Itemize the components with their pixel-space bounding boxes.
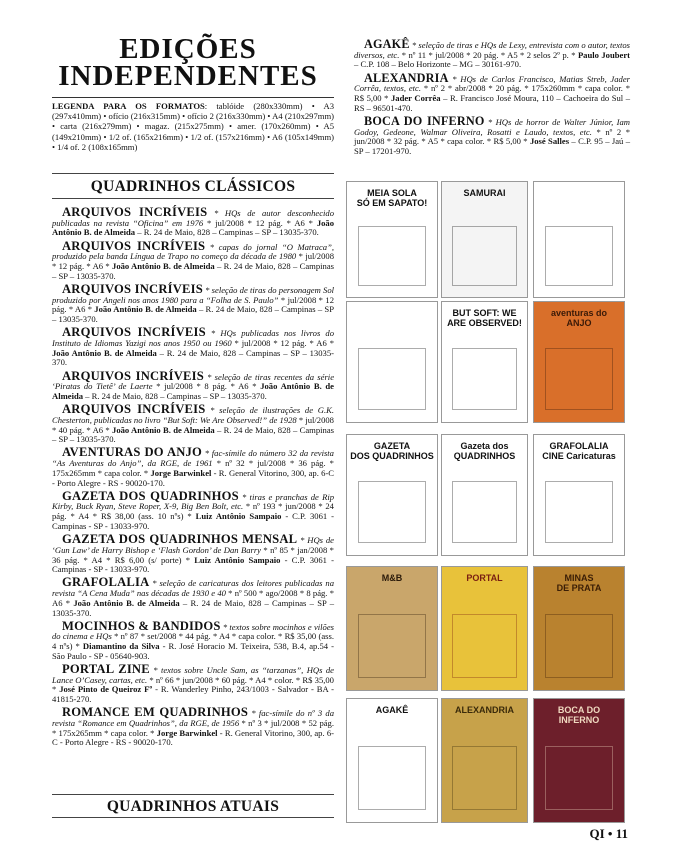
page-number: QI • 11	[589, 826, 628, 841]
entry-address: - R. General Vitorino, 300, ap. 6-C - Porto Alegre - RS - 90020-170.	[52, 467, 334, 488]
entry-contact: Jorge Barwinkel	[156, 727, 218, 738]
cover-illustration	[358, 746, 426, 810]
entry-address: – R. 24 de Maio, 828 – Campinas – SP – 13035-370.	[135, 227, 319, 238]
entry-title: MOCINHOS & BANDIDOS	[62, 618, 221, 633]
entry-title: AGAKÊ	[364, 37, 410, 51]
entry-address: - C.P. 3061 - Campinas - SP - 13033-970.	[52, 511, 334, 531]
cover-illustration	[452, 481, 517, 543]
entry-description: * fac-símile do nº 3 da revista “Romance em Quadrinhos”, da RGE, de 1956	[52, 708, 334, 729]
entry-title: ARQUIVOS INCRÍVEIS	[62, 205, 208, 219]
cover-title: AGAKÊ	[375, 705, 409, 715]
entry-contact: Jader Corrêa	[390, 93, 441, 104]
entry-title: ARQUIVOS INCRÍVEIS	[62, 281, 203, 296]
entry-description: * seleção de tiras e HQs de Lexy, entrevista com o autor, textos diversos, etc.	[354, 40, 630, 60]
listing-entry	[354, 113, 630, 157]
entry-contact: João Antônio B. de Almeida	[52, 217, 334, 238]
divider	[52, 173, 334, 174]
entry-description: * HQs de ‘Gun Law’ de Harry Bishop e ‘Flash Gordon’ de Dan Barry	[52, 535, 334, 555]
divider	[52, 817, 334, 818]
cover-illustration	[452, 348, 517, 410]
entry-details: * nº 11 * jul/2008 * 20 pág. * A5 * 2 selos 2º p. *	[399, 49, 578, 60]
title-line-2: INDEPENDENTES	[58, 60, 318, 92]
entry-contact: Luiz Antônio Sampaio	[194, 554, 281, 565]
cover-illustration	[545, 348, 613, 410]
cover-illustration	[545, 746, 613, 810]
entry-details: * jul/2008 * 12 pág. * A6 *	[52, 294, 334, 315]
entry-description: * seleção de ilustrações de G.K. Chesterton, publicadas no livro “But Soft: We Are Observed!” de 1928	[52, 405, 334, 425]
cover-title: PORTAL	[466, 573, 503, 583]
legend-label: LEGENDA PARA OS FORMATOS	[52, 101, 205, 111]
entry-description: * seleção de tiras recentes da série ‘Piratas do Tietê’ de Laerte	[52, 371, 335, 392]
entry-title: GRAFOLALIA	[62, 575, 150, 590]
entry-details: * nº 3 * jul/2008 * 52 pág. * 175x265mm * capa color. *	[52, 718, 334, 738]
entry-description: * textos sobre mocinhos e vilões do cinema e HQs	[52, 621, 334, 642]
legend-text: : tablóide (280x330mm) • A3 (297x410mm) • ofício (216x315mm) • ofício 2 (216x330mm) • A4 (210x297mm) • carta (216x279mm) • magaz. (215x275mm) • amer. (170x260mm) • A5 (149x210mm) • 1/2 of. (165x216mm) • 1/2 of. (157x216mm) • A6 (105x149mm) • 1/4 of. 2 (108x165mm)	[52, 101, 334, 152]
cover-illustration	[452, 226, 517, 286]
cover-illustration	[545, 481, 613, 543]
cover-illustration	[545, 226, 613, 286]
cover-title: M&B	[381, 573, 403, 583]
entry-address: – R. 24 de Maio, 828 – Campinas – SP – 13035-370.	[52, 424, 334, 445]
entry-details: * nº 87 * set/2008 * 44 pág. * A4 * capa color. * R$ 35,00 (ass. 4 nºs) *	[52, 631, 334, 652]
listing-entry	[52, 368, 335, 402]
cover-title: aventuras do ANJO	[550, 308, 608, 328]
cover-title: Gazeta dos QUADRINHOS	[453, 441, 516, 461]
entry-title: ARQUIVOS INCRÍVEIS	[62, 402, 206, 417]
entry-title: GAZETA DOS QUADRINHOS	[62, 488, 239, 503]
entry-contact: João Antônio B. de Almeida	[73, 597, 180, 608]
entry-address: – R. 24 de Maio, 828 – Campinas – SP – 13035-370.	[52, 261, 334, 281]
cover-image	[533, 434, 625, 556]
entry-details: * nº 193 * jun/2008 * 24 pág. * A4 * R$ 38,00 (ass. 10 nºs) *	[52, 501, 334, 522]
entry-details: * jul/2008 * 12 pág. * A6 *	[52, 251, 334, 272]
cover-image	[441, 566, 528, 691]
cover-illustration	[452, 746, 517, 810]
entry-title: AVENTURAS DO ANJO	[62, 445, 203, 460]
cover-title: ALEXANDRIA	[454, 705, 514, 715]
cover-illustration	[358, 348, 426, 410]
cover-title: MINAS DE PRATA	[556, 573, 602, 593]
entry-description: * seleção de tiras do personagem Sol produzido por Angeli nos anos 1980 para a “Folha de S. Paulo”	[52, 284, 335, 305]
entry-details: * jul/2008 * 12 pág. * A6 *	[203, 217, 317, 228]
entry-address: – R. 24 de Maio, 828 – Campinas – SP – 13035-370.	[52, 347, 334, 368]
entry-address: - R. José Horacio M. Teixeira, 538, B.4, ap.54 - São Paulo - SP - 05640-903.	[52, 641, 334, 661]
entry-title: ARQUIVOS INCRÍVEIS	[62, 238, 206, 253]
section-heading-current: QUADRINHOS ATUAIS	[106, 798, 280, 815]
entry-contact: José Pinto de Queiroz Fº	[59, 684, 153, 695]
cover-image	[346, 301, 438, 423]
listing-entry	[354, 37, 630, 70]
entry-address: – R. 24 de Maio, 828 – Campinas – SP – 13035-370.	[52, 304, 334, 325]
divider	[52, 198, 334, 199]
entry-address: – C.P. 108 – Belo Horizonte – MG – 30161-970.	[354, 59, 522, 70]
entry-contact: José Salles	[529, 136, 570, 147]
cover-title: BOCA DO INFERNO	[557, 705, 601, 725]
cover-title: GRAFOLALIA CINE Caricaturas	[542, 441, 616, 461]
entry-contact: João Antônio B. de Almeida	[112, 424, 215, 435]
entry-title: ARQUIVOS INCRÍVEIS	[62, 325, 206, 340]
cover-image	[533, 181, 625, 298]
entry-details: * nº 32 * jul/2008 * 36 pág. * 175x265mm * capa color. *	[52, 458, 334, 478]
entry-details: * jul/2008 * 8 pág. * A6 *	[152, 381, 261, 392]
entry-details: * jul/2008 * 12 pág. * A6 *	[231, 337, 334, 348]
cover-image	[441, 301, 528, 423]
entry-description: * HQs de horror de Walter Júnior, Iam Godoy, Gedeone, Walmar Oliveira, Rosatti e Laudo, textos, etc.	[354, 116, 630, 137]
listing-entry	[52, 662, 334, 705]
format-legend	[52, 97, 334, 152]
cover-image	[533, 566, 625, 691]
listing-entry	[354, 70, 630, 114]
entry-contact: Luiz Antônio Sampaio	[195, 511, 282, 522]
entry-description: * capas do jornal “O Matraca”, produzido pela banda Língua de Trapo no começo da década de 1980	[52, 241, 334, 262]
cover-image	[441, 434, 528, 556]
cover-image	[346, 566, 438, 691]
entry-contact: João Antônio B. de Almeida	[112, 261, 215, 272]
entry-description: * tiras e pranchas de Rip Kirby, Buck Ryan, Steve Roper, X-9, Big Ben Bolt, etc.	[52, 491, 335, 512]
entry-address: – R. 24 de Maio, 828 – Campinas – SP – 13035-370.	[83, 390, 267, 401]
cover-image	[533, 698, 625, 823]
cover-image	[441, 698, 528, 823]
entry-address: - R. Wanderley Pinho, 243/1003 - Salvador - BA - 41815-270.	[52, 684, 334, 705]
listing-entry	[52, 205, 335, 238]
entry-details: * jul/2008 * 40 pág. * A6 *	[52, 414, 334, 435]
cover-title: SAMURAI	[463, 188, 506, 198]
cover-illustration	[358, 481, 426, 543]
entry-title: PORTAL ZINE	[62, 662, 150, 677]
entry-address: - C.P. 3061 - Campinas - SP - 13033-970.	[52, 554, 334, 575]
entry-contact: João Antônio B. de Almeida	[52, 347, 157, 358]
cover-illustration	[358, 226, 426, 286]
entry-title: BOCA DO INFERNO	[364, 113, 485, 128]
classic-entries-list	[52, 205, 335, 752]
cover-title: MEIA SOLA SÓ EM SAPATO!	[356, 188, 428, 208]
entry-contact: Paulo Joubert	[577, 49, 630, 60]
entry-description: * HQs de autor desconhecido publicadas na revista “Oficina” em 1976	[52, 208, 335, 228]
entry-details: * nº 66 * jun/2008 * 60 pág. * A4 * color. * R$ 35,00 *	[52, 674, 334, 695]
cover-image	[346, 434, 438, 556]
listing-entry	[52, 325, 335, 368]
entry-contact: João Antônio B. de Almeida	[52, 381, 334, 401]
entry-description: * fac-símile do número 32 da revista “As Aventuras do Anjo”, da RGE, de 1961	[52, 448, 334, 469]
entry-description: * HQs de Carlos Francisco, Matias Streb, Jader Corrêa, textos, etc.	[354, 73, 630, 94]
listing-entry	[52, 445, 334, 488]
entry-contact: Jorge Barwinkel	[150, 467, 212, 478]
entry-description: * HQs publicadas nos livros do Instituto de Idiomas Yazigi nos anos 1950 ou 1960	[52, 328, 335, 348]
entry-address: – C.P. 95 – Jaú – SP – 17201-970.	[354, 136, 630, 157]
cover-title: BUT SOFT: WE ARE OBSERVED!	[447, 308, 522, 328]
section-heading-classic: QUADRINHOS CLÁSSICOS	[90, 178, 296, 195]
cover-title: GAZETA DOS QUADRINHOS	[350, 441, 434, 461]
cover-image	[441, 181, 528, 298]
entry-details: * nº 2 * abr/2008 * 20 pág. * 175x260mm * capa color. * R$ 5,00 *	[354, 83, 630, 104]
entry-address: - R. General Vitorino, 300, ap. 6-C - Porto Alegre - RS - 90020-170.	[52, 727, 334, 748]
entry-details: * nº 500 * ago/2008 * 8 pág. * A6 *	[52, 588, 334, 608]
listing-entry	[52, 575, 334, 618]
cover-illustration	[452, 614, 517, 678]
listing-entry	[52, 238, 334, 282]
entry-contact: Diamantino da Silva	[82, 641, 160, 652]
listing-entry	[52, 488, 335, 532]
cover-image	[346, 698, 438, 823]
listing-entry	[52, 402, 334, 445]
entry-title: ALEXANDRIA	[364, 70, 449, 85]
cover-illustration	[358, 614, 426, 678]
entry-title: ROMANCE EM QUADRINHOS	[62, 705, 249, 720]
divider	[52, 794, 334, 795]
entry-description: * seleção de caricaturas dos leitores publicadas na revista “A Cena Muda” nas décadas de 1930 e 40	[52, 578, 334, 599]
cover-illustration	[545, 614, 613, 678]
listing-entry	[52, 705, 334, 748]
listing-entry	[52, 532, 334, 575]
entry-description: * textos sobre Uncle Sam, as “tarzanas”, HQs de Lance O’Casey, cartas, etc.	[52, 665, 334, 685]
entry-details: * nº 2 * jun/2008 * 32 pág. * A5 * capa color. * R$ 5,00 *	[354, 126, 630, 147]
entry-address: – R. 24 de Maio, 828 – Campinas – SP – 13035-370.	[52, 597, 334, 618]
cover-image	[533, 301, 625, 423]
listing-entry	[52, 281, 335, 325]
entry-title: GAZETA DOS QUADRINHOS MENSAL	[62, 532, 298, 547]
entry-contact: João Antônio B. de Almeida	[94, 304, 197, 315]
page-title	[52, 33, 324, 92]
cover-image	[346, 181, 438, 298]
entry-address: – R. Francisco José Moura, 110 – Cachoeira do Sul – RS – 96501-470.	[354, 93, 630, 113]
entry-details: * nº 85 * jan/2008 * 36 pág. * A4 * R$ 6,00 (s/ porte) *	[52, 544, 334, 565]
title-line-1: EDIÇÕES	[119, 33, 257, 65]
current-entries-list	[354, 37, 630, 160]
entry-title: ARQUIVOS INCRÍVEIS	[62, 368, 204, 383]
listing-entry	[52, 618, 334, 662]
